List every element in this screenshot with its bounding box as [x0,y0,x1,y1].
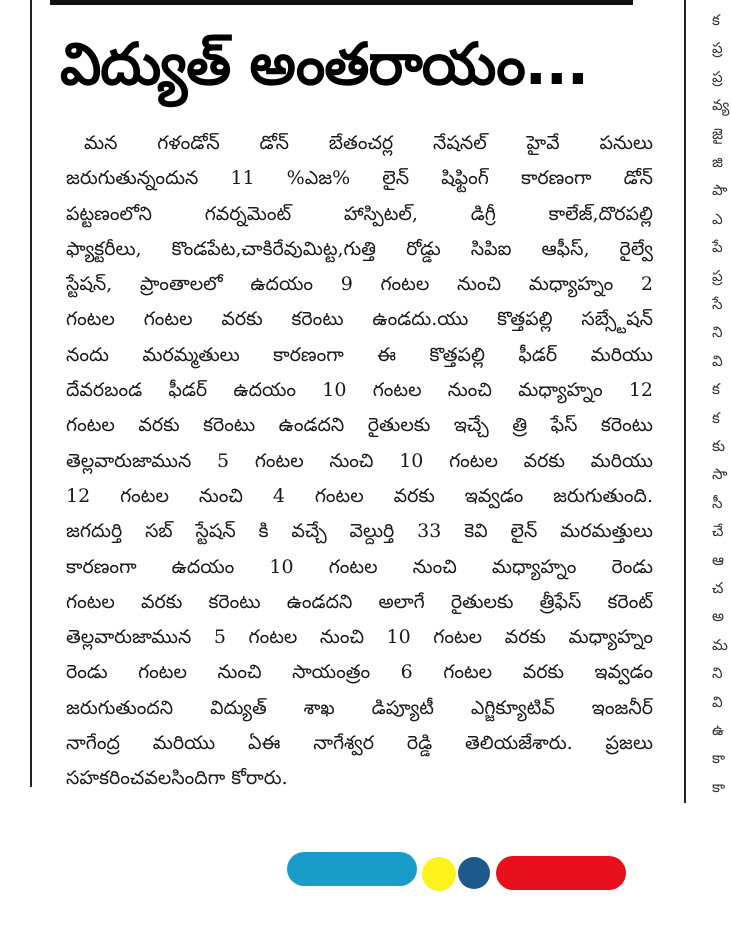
adjacent-column-text: పే [712,238,723,257]
top-rule [50,0,633,5]
adjacent-column-text: కు [712,437,726,455]
article-line: తెల్లవారుజామున 5 గంటల నుంచి 10 గంటల వరకు మధ్యాహ్నం [66,626,653,649]
navy-dot-shape [458,857,490,889]
adjacent-column-text: వ్య [712,96,730,115]
right-column-rule [684,0,686,803]
adjacent-column-text: ప్ర [712,39,723,58]
adjacent-column-text: ఆ [712,550,724,569]
article-line: మన గళండోన్ డోన్ బేతంచర్ల నేషనల్ హైవే పనులు [84,132,653,154]
article-line: ఫ్యాక్టరీలు, కొండపేట,చాకిరేవుమిట్ట,గుత్తి రోడ్డు సిపిఐ ఆఫీస్, రైల్వే [66,237,653,260]
adjacent-column-text: వి [712,692,723,711]
article-line: గంటల గంటల వరకు కరెంటు ఉండదు.యు కొత్తపల్లి సబ్స్టేషన్ [66,308,653,331]
article-line: నాగేంద్ర మరియు ఏఈ నాగేశ్వర రెడ్డి తెలియజేశారు. ప్రజలు [66,732,653,755]
adjacent-column-text: సా [712,465,728,484]
adjacent-column-text: క [712,408,720,427]
adjacent-column-text: ప్ర [712,67,723,86]
article-line: జరుగుతున్నందున 11 %ఎజ% లైన్ షిఫ్టింగ్ కారణంగా డోన్ [66,167,653,190]
blue-pill-shape [287,852,417,886]
adjacent-column-text: క [712,11,720,29]
article-line: నందు మరమ్మతులు కారణంగా ఈ కొత్తపల్లి ఫీడర్ మరియు [66,343,653,366]
headline: విద్యుత్ అంతరాయం... [60,30,588,98]
article-line: దేవరబండ ఫీడర్ ఉదయం 10 గంటల నుంచి మధ్యాహ్నం 12 [66,379,653,402]
adjacent-column-text: క [712,380,720,399]
adjacent-column-text: అ [712,607,725,626]
adjacent-column-text: ఉ [712,721,724,739]
adjacent-column-text: సీ [712,493,723,512]
adjacent-column-text: చ [712,579,724,597]
yellow-dot-shape [422,857,456,891]
adjacent-column-text: ఎ [712,209,723,228]
article-line: సహకరించవలసిందిగా కోరారు. [66,767,288,790]
red-pill-shape [496,856,626,890]
article-line: రెండు గంటల నుంచి సాయంత్రం 6 గంటల వరకు ఇవ్వడం [66,661,653,684]
adjacent-column-text: ని [712,664,723,683]
left-column-rule [30,0,32,787]
adjacent-column-text: వి [712,351,723,370]
adjacent-column-text: చే [712,522,724,541]
adjacent-column-text: ప్ర [712,266,723,285]
article-line: 12 గంటల నుంచి 4 గంటల వరకు ఇవ్వడం జరుగుతుంది. [66,484,653,507]
article-line: స్టేషన్, ప్రాంతాలలో ఉదయం 9 గంటల నుంచి మధ్యాహ్నం 2 [66,273,653,296]
adjacent-column-text: ని [712,323,723,342]
article-line: పట్టణంలోని గవర్నమెంట్ హాస్పిటల్, డిగ్రీ కాలేజ్,దొరపల్లి [66,202,653,225]
article-line: జగదుర్తి సబ్ స్టేషన్ కి వచ్చే వెల్దుర్తి 33 కెవి లైన్ మరమత్తులు [66,520,653,543]
article-line: కారణంగా ఉదయం 10 గంటల నుంచి మధ్యాహ్నం రెండు [66,555,653,578]
adjacent-column-text: కా [712,749,726,768]
article-line: తెల్లవారుజామున 5 గంటల నుంచి 10 గంటల వరకు మరియు [66,449,653,472]
article-line: జరుగుతుందని విద్యుత్ శాఖ డిప్యూటీ ఎగ్జిక్యూటివ్ ఇంజనీర్ [66,696,653,719]
adjacent-column-text: సే [712,295,723,313]
adjacent-column-fragment [712,0,731,829]
adjacent-column-text: కా [712,777,726,796]
adjacent-column-text: మ [712,635,728,654]
adjacent-column-text: పా [712,181,728,200]
article-line: గంటల వరకు కరెంటు ఉండదని రైతులకు ఇచ్చే త్రి ఫేస్ కరెంటు [66,414,653,437]
adjacent-column-text: జై [712,124,723,143]
article-body [66,126,653,797]
adjacent-column-text: జి [712,153,723,171]
article-line: గంటల వరకు కరెంటు ఉండదని అలాగే రైతులకు త్రీఫేస్ కరెంట్ [66,590,653,613]
